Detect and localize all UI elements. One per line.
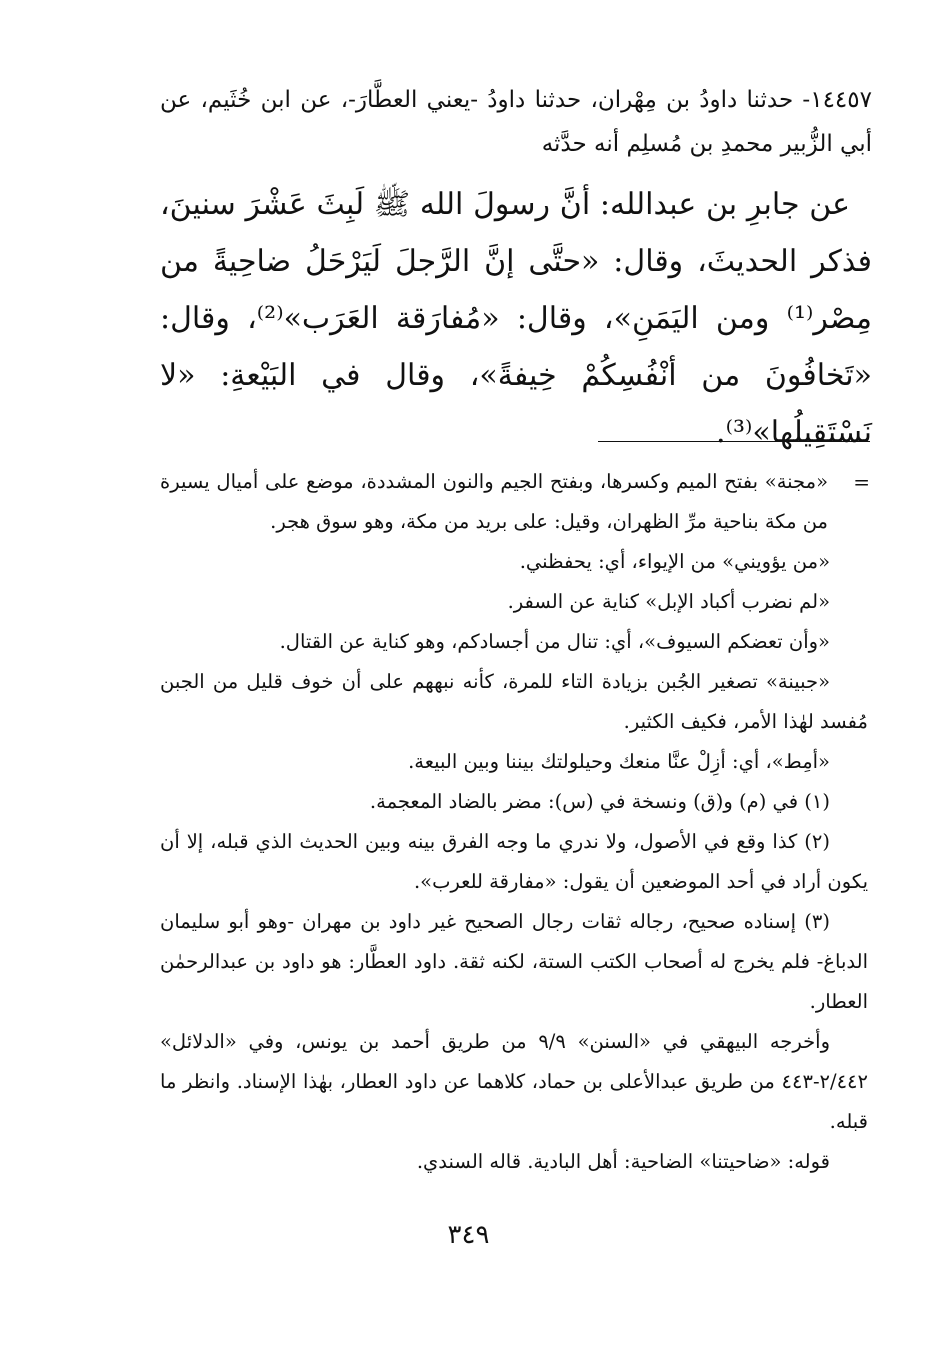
footnote-text: «مجنة» بفتح الميم وكسرها، وبفتح الجيم والنون المشددة، موضع على أميال يسيرة من مكة بناحية مرِّ الظهران، وقيل: على بريد من مكة، وهو سوق هجر. — [160, 470, 828, 533]
footnote-gloss: «من يؤويني» من الإيواء، أي: يحفظني. — [519, 550, 830, 573]
page-number: ٣٤٩ — [447, 1220, 490, 1250]
footnote-1: (١) في (م) و(ق) ونسخة في (س): مضر بالضاد المعجمة. — [369, 790, 830, 813]
footnote-gloss: «وأن تعضكم السيوف»، أي: تنال من أجسادكم، وهو كناية عن القتال. — [279, 630, 830, 653]
footnote-gloss: «لم نضرب أكباد الإبل» كناية عن السفر. — [507, 590, 830, 613]
footnote-3-gloss: قوله: «ضاحيتنا» الضاحية: أهل البادية. قاله السندي. — [416, 1150, 830, 1173]
footnote-3-takhrij: وأخرجه البيهقي في «السنن» ٩/٩ من طريق أحمد بن يونس، وفي «الدلائل» ٢/٤٤٢-٤٤٣ من طريق عبدالأعلى بن حماد، كلاهما عن داود العطار، بهٰذا الإسناد. وانظر ما قبله. — [160, 1030, 868, 1133]
continuation-mark: = — [853, 470, 870, 494]
hadith-matn: عن جابرِ بن عبدالله: أنَّ رسولَ الله ﷺ لَبِثَ عَشْرَ سنينَ، فذكر الحديثَ، وقال: «حتَّى إنَّ الرَّجلَ لَيَرْحَلُ ضاحِيةً من مِصْر⁽¹⁾ ومن اليَمَنِ»، وقال: «مُفارَقة العَرَب»⁽²⁾، وقال: «تَخافُونَ من أنْفُسِكُمْ خِيفةً»، وقال في البَيْعةِ: «لا نَسْتَقِيلُها»⁽³⁾. — [160, 187, 872, 450]
footnote-gloss: «جبينة» تصغير الجُبن بزيادة التاء للمرة، كأنه نبههم على أن خوف قليل من الجبن مُفسد لهٰذا الأمر، فكيف الكثير. — [160, 670, 868, 733]
hadith-text — [160, 78, 872, 461]
footnote-continued — [160, 462, 868, 542]
footnote-3: (٣) إسناده صحيح، رجاله ثقات رجال الصحيح غير داود بن مهران -وهو أبو سليمان الدباغ- فلم يخرج له أصحاب الكتب الستة، لكنه ثقة. داود العطَّار: هو داود بن عبدالرحمٰن العطار. — [160, 910, 868, 1013]
footnote-2: (٢) كذا وقع في الأصول، ولا ندري ما وجه الفرق بينه وبين الحديث الذي قبله، إلا أن يكون أراد في أحد الموضعين أن يقول: «مفارقة للعرب». — [160, 830, 868, 893]
hadith-isnad: ١٤٤٥٧- حدثنا داودُ بن مِهْران، حدثنا داودُ -يعني العطَّارَ-، عن ابن خُثَيم، عن أبي الزُّبير محمدِ بن مُسلِم أنه حدَّثه — [160, 87, 872, 157]
footnotes — [160, 462, 868, 1182]
footnote-gloss: «أمِط»، أي: أزِلْ عنَّا منعك وحيلولتك بيننا وبين البيعة. — [408, 750, 830, 773]
footnote-separator — [598, 441, 870, 442]
